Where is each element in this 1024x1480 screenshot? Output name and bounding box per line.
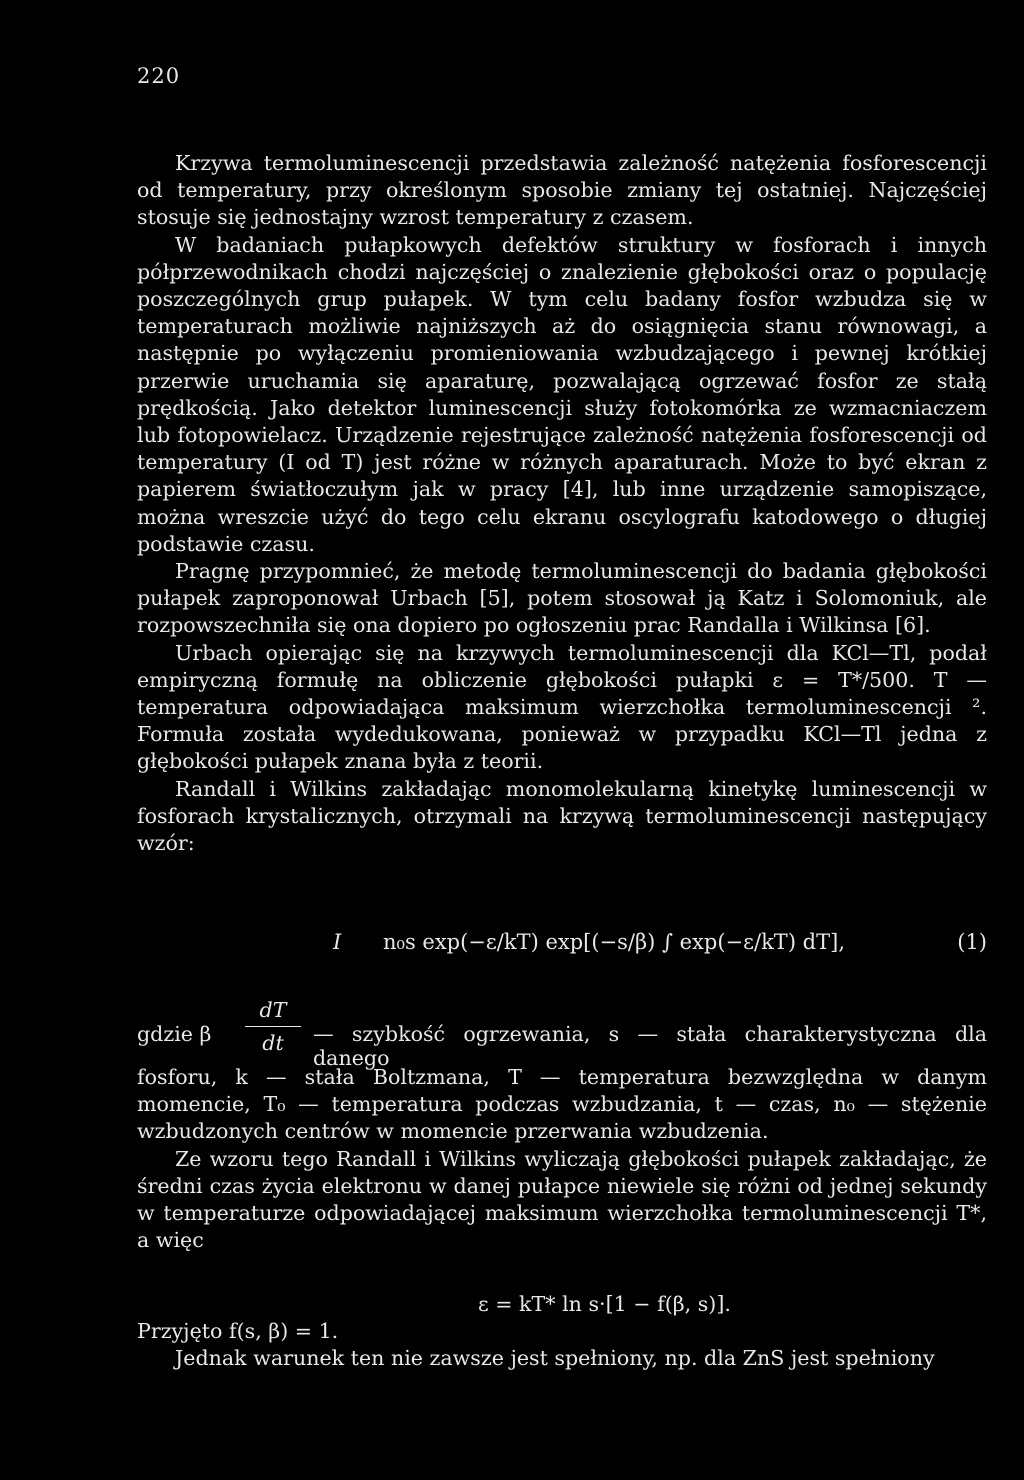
paragraph-7: Ze wzoru tego Randall i Wilkins wyliczają głębokości pułapek zakładając, że średni czas życia elektronu w danej pułapce niewiele się różni od jednej sekundy w temperaturze odpowiadającej maksimum wierzchołka termoluminescencji T*, a więc <box>137 1146 987 1253</box>
paragraph-6: fosforu, k — stała Boltzmana, T — temperatura bezwzględna w danym momencie, T₀ — temperatura podczas wzbudzania, t — czas, n₀ — stężenie wzbudzonych centrów w momencie przerwania wzbudzenia. <box>137 1065 987 1144</box>
where-label: gdzie β <box>137 1022 212 1046</box>
paragraph-1: Krzywa termoluminescencji przedstawia zależność natężenia fosforescencji od temperatury, przy określonym sposobie zmiany tej ostatniej. Najczęściej stosuje się jednostajny wzrost temperatury z czasem. <box>137 151 987 230</box>
paragraph-5: Randall i Wilkins zakładając monomolekularną kinetykę luminescencji w fosforach krystalicznych, otrzymali na krzywą termoluminescencji następujący wzór: <box>137 776 987 856</box>
paragraph-8: Przyjęto f(s, β) = 1. <box>137 1319 339 1343</box>
rate-fraction <box>245 998 301 1055</box>
fraction-numerator: dT <box>259 998 287 1022</box>
page-number: 220 <box>137 64 181 88</box>
paragraph-4: Urbach opierając się na krzywych termoluminescencji dla KCl—Tl, podał empiryczną formułę na obliczenie głębokości pułapki ε = T*/500. T — temperatura odpowiadająca maksimum wierzchołka termoluminescencji ². Formuła została wydedukowana, ponieważ w przypadku KCl—Tl jedna z głębokości pułapek znana była z teorii. <box>137 640 987 774</box>
formula-1-number: (1) <box>957 930 987 954</box>
formula-1-lhs: I <box>333 930 342 954</box>
body-text-top <box>137 150 987 857</box>
formula-1 <box>137 904 987 968</box>
where-text: — szybkość ogrzewania, s — stała charakterystyczna dla danego <box>313 1022 987 1070</box>
formula-2: ε = kT* ln s·[1 − f(β, s)]. <box>478 1292 731 1316</box>
body-text-middle <box>137 1064 987 1254</box>
where-clause <box>137 998 987 1070</box>
paragraph-2: W badaniach pułapkowych defektów struktury w fosforach i innych półprzewodnikach chodzi najczęściej o znalezienie głębokości oraz o populację poszczególnych grup pułapek. W tym celu badany fosfor wzbudza się w temperaturach możliwie najniższych aż do osiągnięcia stanu równowagi, a następnie po wyłączeniu promieniowania wzbudzającego i pewnej krótkiej przerwie uruchamia się aparaturę, pozwalającą ogrzewać fosfor ze stałą prędkością. Jako detektor luminescencji służy fotokomórka ze wzmacniaczem lub fotopowielacz. Urządzenie rejestrujące zależność natężenia fosforescencji od temperatury (I od T) jest różne w różnych aparaturach. Może to być ekran z papierem światłoczułym jak w pracy [4], lub inne urządzenie samopiszące, można wreszcie użyć do tego celu ekranu oscylografu katodowego o długiej podstawie czasu. <box>137 232 987 556</box>
body-text-bottom <box>137 1318 987 1372</box>
paragraph-9: Jednak warunek ten nie zawsze jest spełniony, np. dla ZnS jest spełniony <box>175 1346 935 1371</box>
fraction-denominator: dt <box>262 1031 284 1055</box>
paragraph-3: Pragnę przypomnieć, że metodę termoluminescencji do badania głębokości pułapek zaproponował Urbach [5], potem stosował ją Katz i Solomoniuk, ale rozpowszechniła się ona dopiero po ogłoszeniu prac Randalla i Wilkinsa [6]. <box>137 559 987 638</box>
fraction-bar <box>245 1026 301 1027</box>
formula-1-rhs: n₀s exp(−ε/kT) exp[(−s/β) ∫ exp(−ε/kT) dT], <box>383 930 845 954</box>
